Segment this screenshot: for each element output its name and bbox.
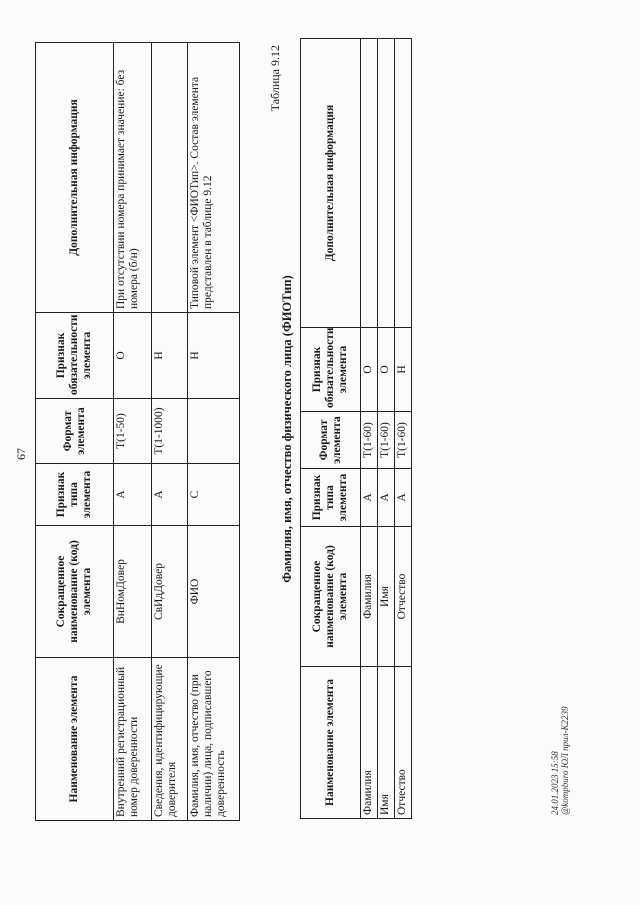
cell-type: А <box>152 464 188 526</box>
table-header-row <box>301 39 361 819</box>
col-header: Признак типа элемента <box>36 464 114 526</box>
table-header-row <box>36 43 114 821</box>
col-header: Дополнительная информация <box>36 43 114 313</box>
cell-code: ФИО <box>188 526 240 658</box>
table-row <box>114 43 152 821</box>
cell-code: ВнНомДовер <box>114 526 152 658</box>
col-header: Наименование элемента <box>301 667 361 819</box>
stamp-line: 24.01.2023 15:58 <box>550 751 560 815</box>
cell-required: О <box>361 328 378 412</box>
col-header: Наименование элемента <box>36 658 114 821</box>
cell-format: T(1-60) <box>361 412 378 469</box>
cell-format: T(1-60) <box>378 412 395 469</box>
cell-code: СвИдДовер <box>152 526 188 658</box>
cell-info <box>152 43 188 313</box>
cell-format: T(1-50) <box>114 399 152 464</box>
cell-required: О <box>378 328 395 412</box>
cell-required: Н <box>188 313 240 399</box>
cell-type: А <box>378 469 395 527</box>
table-row <box>152 43 188 821</box>
table-label: Таблица 9.12 <box>268 45 282 112</box>
signature-stamp <box>550 706 570 815</box>
cell-name: Имя <box>378 667 395 819</box>
cell-format: T(1-60) <box>395 412 412 469</box>
cell-name: Фамилия, имя, отчество (при наличии) лица, подписавшего доверенность <box>188 658 240 821</box>
cell-required: Н <box>395 328 412 412</box>
cell-format <box>188 399 240 464</box>
cell-code: Имя <box>378 527 395 667</box>
page-number: 67 <box>14 448 28 460</box>
cell-type: С <box>188 464 240 526</box>
col-header: Сокращенное наименование (код) элемента <box>36 526 114 658</box>
cell-format: T(1-1000) <box>152 399 188 464</box>
cell-name: Внутренний регистрационный номер доверенности <box>114 658 152 821</box>
cell-info: Типовой элемент <ФИОТип>. Состав элемента представлен в таблице 9.12 <box>188 43 240 313</box>
elements-table-2 <box>300 38 412 819</box>
col-header: Сокращенное наименование (код) элемента <box>301 527 361 667</box>
cell-info <box>361 39 378 328</box>
col-header: Формат элемента <box>301 412 361 469</box>
cell-info <box>378 39 395 328</box>
table-row <box>378 39 395 819</box>
table-row <box>188 43 240 821</box>
cell-info: При отсутствии номера принимает значение: без номера (б/н) <box>114 43 152 313</box>
cell-name: Отчество <box>395 667 412 819</box>
col-header: Признак обязательности элемента <box>301 328 361 412</box>
cell-type: А <box>361 469 378 527</box>
cell-type: А <box>395 469 412 527</box>
cell-required: О <box>114 313 152 399</box>
stamp-line: @kompburo ЮЛ прил-К2239 <box>560 706 570 815</box>
col-header: Дополнительная информация <box>301 39 361 328</box>
table-row <box>395 39 412 819</box>
cell-type: А <box>114 464 152 526</box>
col-header: Признак обязательности элемента <box>36 313 114 399</box>
cell-info <box>395 39 412 328</box>
cell-name: Фамилия <box>361 667 378 819</box>
cell-required: Н <box>152 313 188 399</box>
cell-code: Отчество <box>395 527 412 667</box>
table-row <box>361 39 378 819</box>
col-header: Формат элемента <box>36 399 114 464</box>
cell-code: Фамилия <box>361 527 378 667</box>
elements-table-1 <box>35 42 240 821</box>
table-caption: Фамилия, имя, отчество физического лица (ФИОТип) <box>280 275 294 583</box>
cell-name: Сведения, идентифицирующие доверителя <box>152 658 188 821</box>
col-header: Признак типа элемента <box>301 469 361 527</box>
